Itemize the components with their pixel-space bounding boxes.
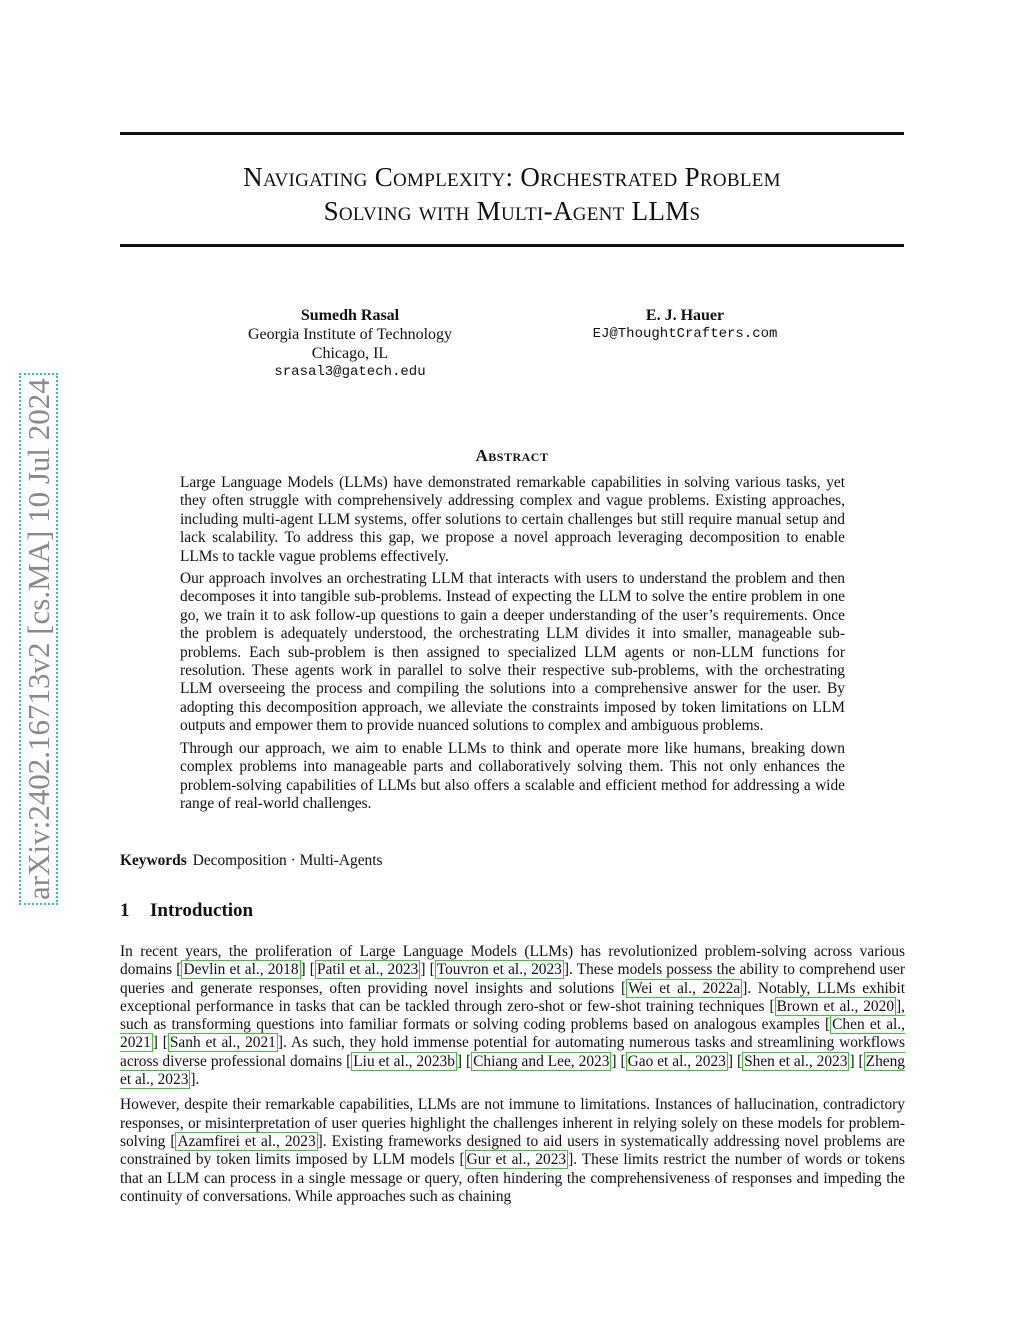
keywords-label: Keywords	[120, 852, 187, 869]
abstract-paragraph: Large Language Models (LLMs) have demonstrated remarkable capabilities in solving various tasks, yet they often struggle with comprehensively addressing complex and vague problems. Existing approaches, including multi-agent LLM systems, offer solutions to certain challenges but still require manual setup and lack scalability. To address this gap, we propose a novel approach leveraging decomposition to enable LLMs to tackle vague problems effectively.	[180, 474, 845, 565]
citation-link[interactable]: Patil et al., 2023	[316, 961, 419, 979]
citation-link[interactable]: Liu et al., 2023b	[353, 1052, 455, 1070]
text-run: ]. Existing frameworks designed to aid users in systematically addressing novel problems are constrained by token limits imposed by LLM models [	[120, 1132, 906, 1169]
citation-link[interactable]: Gao et al., 2023	[627, 1052, 726, 1070]
text-run: ] [	[727, 1052, 743, 1070]
text-run: ] [	[300, 961, 315, 979]
text-run: In recent years, the proliferation of Large Language Models (LLMs) has revolutionized problem-solving across various domains [	[120, 943, 905, 979]
text-run: ]. These models possess the ability to comprehend user queries and generate responses, often providing novel insights and solutions [	[120, 961, 906, 997]
citation-link[interactable]: Devlin et al., 2018	[183, 961, 299, 979]
text-run: ].	[190, 1071, 200, 1089]
citation-link[interactable]: Sanh et al., 2021	[169, 1034, 276, 1052]
author-email[interactable]: EJ@ThoughtCrafters.com	[592, 326, 778, 342]
section-title: Introduction	[150, 900, 254, 921]
author-name: E. J. Hauer	[645, 307, 725, 324]
intro-paragraph-1	[120, 943, 905, 1089]
keywords-text: Decomposition · Multi-Agents	[192, 852, 383, 869]
author-block-1	[230, 306, 470, 382]
arxiv-identifier[interactable]	[20, 373, 58, 905]
text-run: ]. Notably, LLMs exhibit exceptional performance in tasks that can be tackled through zero-shot or few-shot training techniques [	[120, 979, 905, 1015]
citation-link[interactable]: Shen et al., 2023	[744, 1052, 848, 1070]
title-top-rule	[120, 132, 904, 135]
abstract-body	[180, 474, 845, 817]
title-bottom-rule	[120, 244, 904, 247]
text-run: ] [	[611, 1052, 626, 1070]
author-block-2	[565, 306, 805, 344]
title-line-1: Navigating Complexity: Orchestrated Problem	[243, 162, 781, 192]
introduction-body	[120, 943, 905, 1213]
text-run: ] [	[420, 961, 435, 979]
section-heading	[120, 900, 253, 922]
citation-link[interactable]: Chiang and Lee, 2023	[473, 1052, 610, 1070]
author-name: Sumedh Rasal	[300, 307, 400, 324]
citation-link[interactable]: Gur et al., 2023	[466, 1151, 567, 1169]
title-line-2: Solving with Multi-Agent LLMs	[323, 196, 701, 226]
intro-paragraph-2	[120, 1096, 905, 1206]
abstract-heading: Abstract	[475, 446, 549, 465]
author-location: Chicago, IL	[311, 345, 389, 362]
citation-link[interactable]: Brown et al., 2020	[776, 997, 895, 1015]
citation-link[interactable]: Chen et al., 2021	[120, 1016, 906, 1052]
abstract-paragraph: Our approach involves an orchestrating LLM that interacts with users to understand the problem and then decomposes it into tangible sub-problems. Instead of expecting the LLM to solve the entire problem in one go, we train it to ask follow-up questions to gain a deeper understanding of the user’s requirements. Once the problem is adequately understood, the orchestrating LLM divides it into smaller, manageable sub-problems. Each sub-problem is then assigned to specialized LLM agents or non-LLM functions for resolution. These agents work in parallel to solve their respective sub-problems, with the orchestrating LLM overseeing the process and compiling the solutions into a comprehensive answer for the user. By adopting this decomposition approach, we alleviate the constraints imposed by token limitations on LLM outputs and empower them to provide nuanced solutions to complex and ambiguous problems.	[180, 570, 845, 735]
text-run: However, despite their remarkable capabilities, LLMs are not immune to limitations. Instances of hallucination, contradictory responses, or misinterpretation of user queries highlight the challenges inherent in relying solely on these models for problem-solving [	[120, 1096, 905, 1150]
text-run: ] [	[152, 1034, 168, 1052]
citation-link[interactable]: Touvron et al., 2023	[436, 961, 562, 979]
citation-link[interactable]: Wei et al., 2022a	[628, 979, 741, 997]
citation-link[interactable]: Zheng et al., 2023	[120, 1052, 905, 1089]
section-number: 1	[120, 900, 130, 921]
text-run: ]. As such, they hold immense potential for automating numerous tasks and streamlining workflows across diverse professional domains [	[120, 1034, 905, 1070]
paper-title	[120, 160, 904, 228]
arxiv-identifier-link[interactable]: arXiv:2402.16713v2 [cs.MA] 10 Jul 2024	[19, 373, 58, 905]
text-run: ] [	[456, 1052, 472, 1070]
author-affiliation: Georgia Institute of Technology	[247, 326, 453, 343]
citation-link[interactable]: Azamfirei et al., 2023	[177, 1132, 316, 1150]
text-run: ] [	[849, 1052, 864, 1070]
abstract-paragraph: Through our approach, we aim to enable LLMs to think and operate more like humans, breaking down complex problems into manageable parts and collaboratively solving them. This not only enhances the problem-solving capabilities of LLMs but also offers a scalable and efficient method for addressing a wide range of real-world challenges.	[180, 739, 845, 812]
author-email[interactable]: srasal3@gatech.edu	[274, 364, 426, 380]
text-run: ]. These limits restrict the number of words or tokens that an LLM can process in a single message or query, often hindering the comprehensiveness of responses and impeding the continuity of conversations. While approaches such as chaining	[120, 1151, 905, 1205]
text-run: ], such as transforming questions into familiar formats or solving coding problems based on analogous examples [	[120, 997, 905, 1034]
keywords-line	[120, 852, 383, 870]
